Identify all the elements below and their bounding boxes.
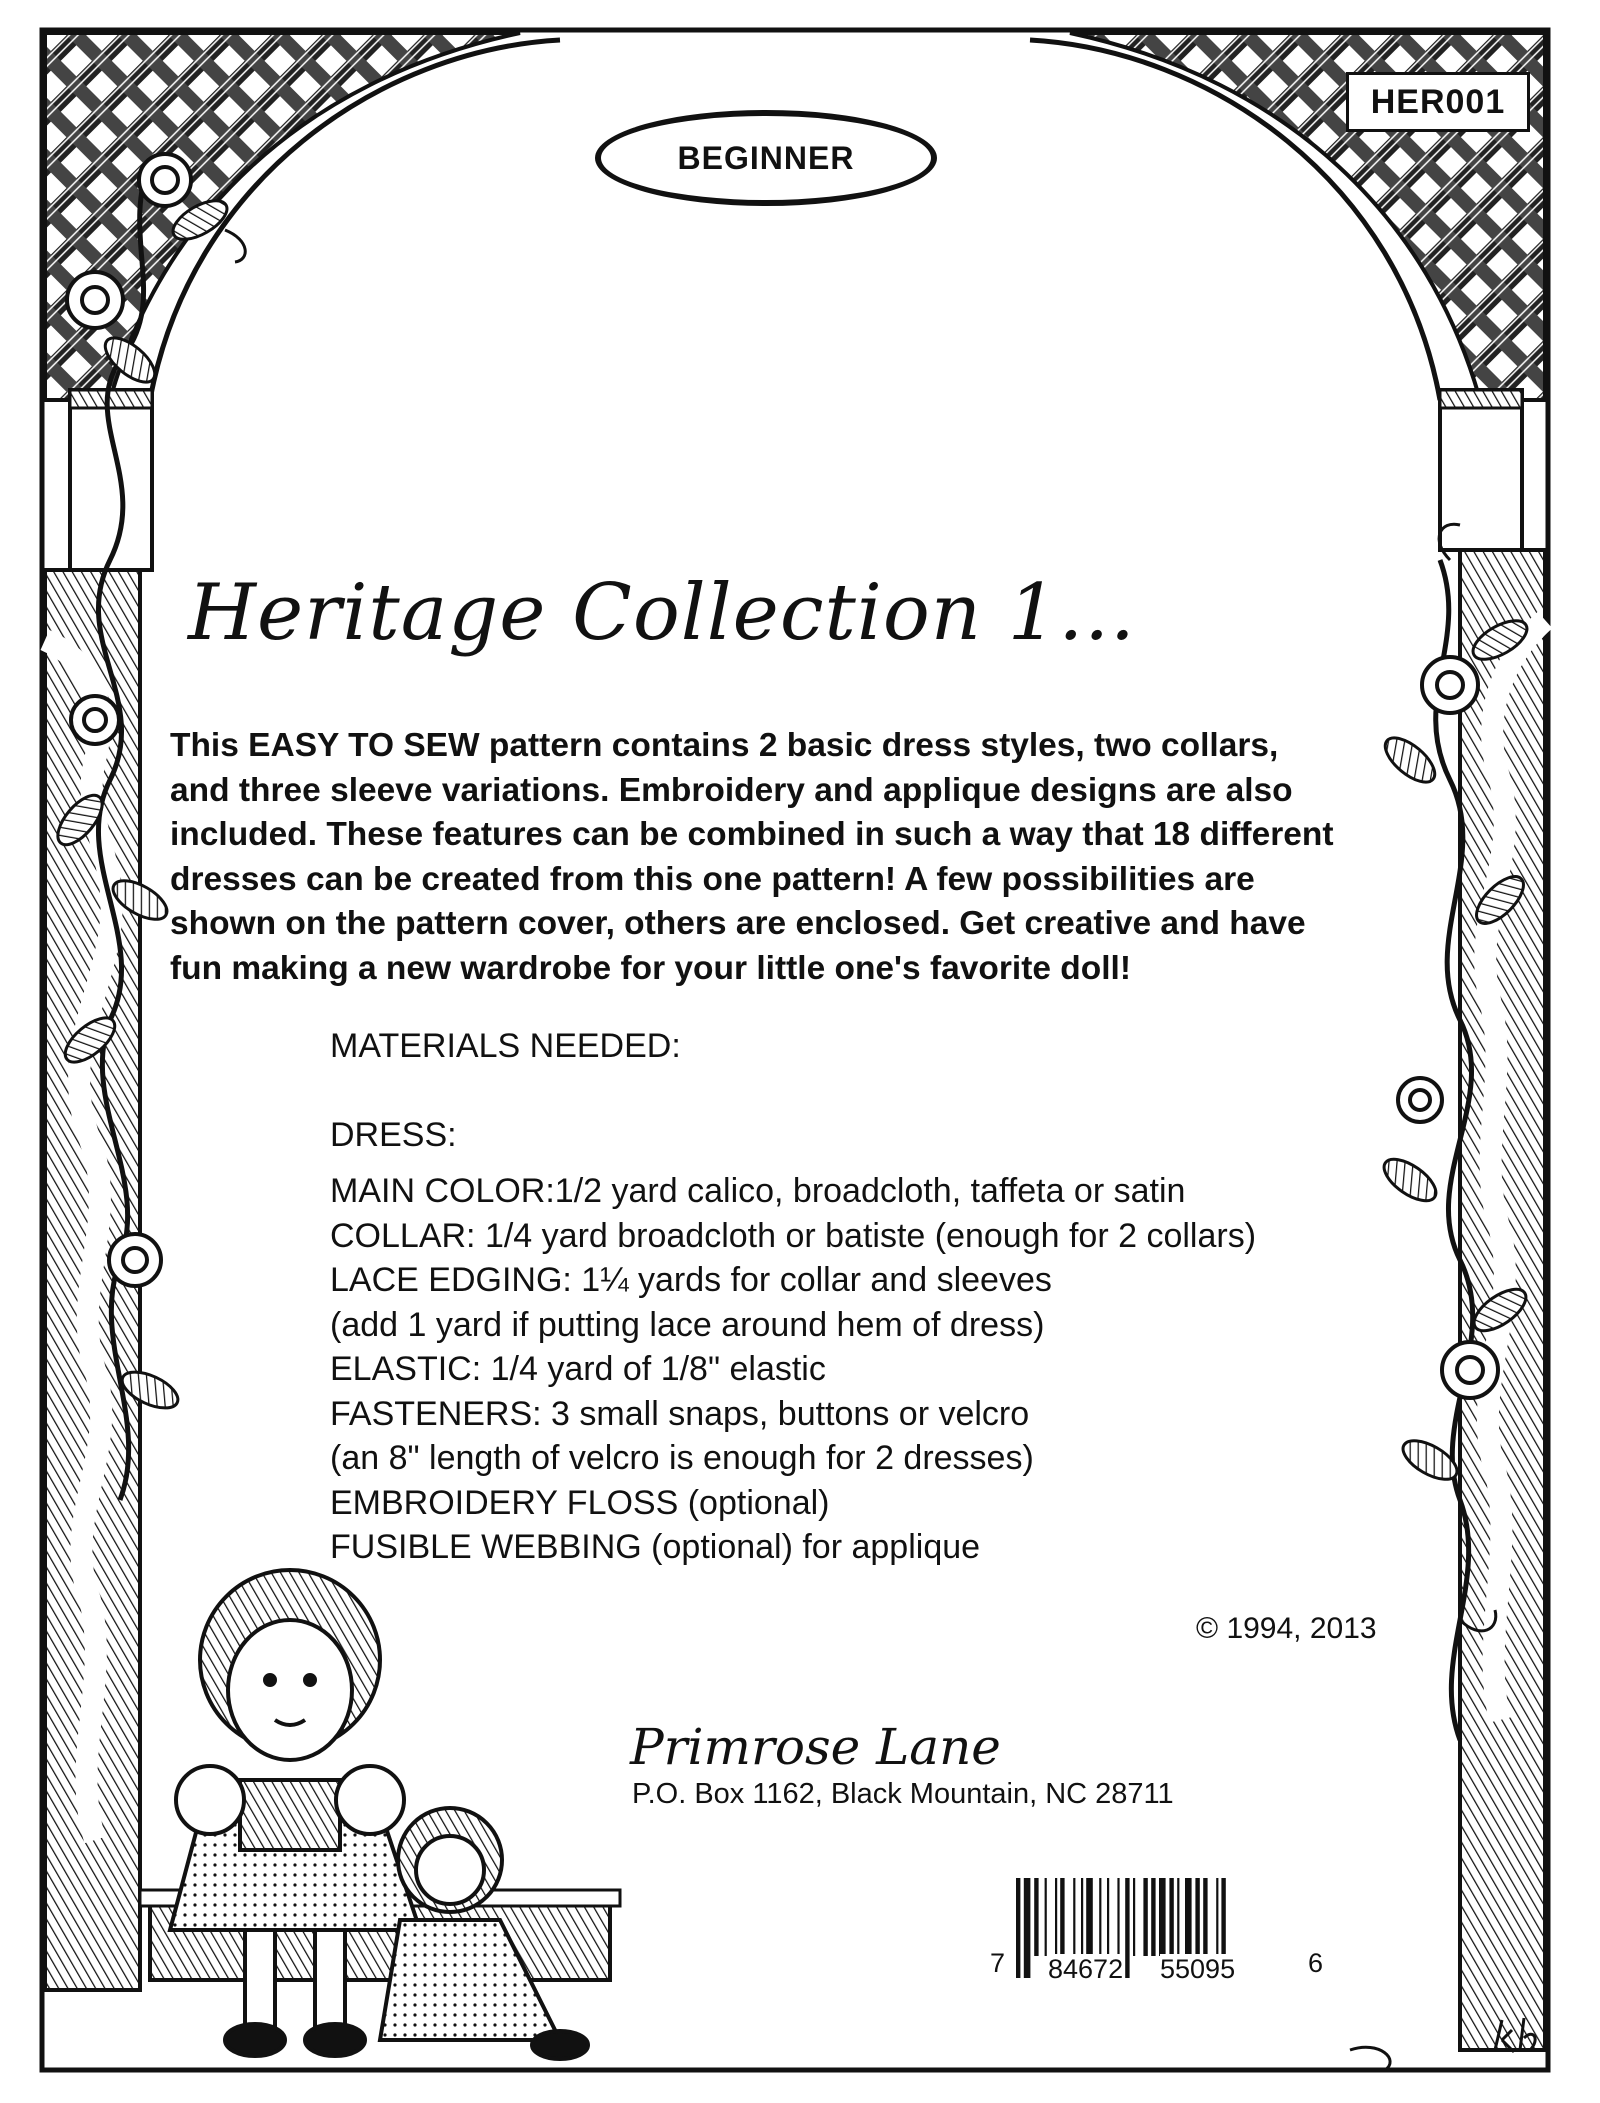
barcode-bar <box>1133 1878 1135 1956</box>
material-item: (add 1 yard if putting lace around hem of dress) <box>330 1305 1045 1344</box>
barcode-check-digit: 6 <box>1308 1948 1324 1978</box>
material-item: EMBROIDERY FLOSS (optional) <box>330 1483 830 1522</box>
barcode-bar <box>1216 1878 1218 1956</box>
publisher-address: P.O. Box 1162, Black Mountain, NC 28711 <box>632 1778 1174 1810</box>
barcode-bar <box>1169 1878 1173 1956</box>
material-item: FUSIBLE WEBBING (optional) for applique <box>330 1528 981 1566</box>
barcode-bar <box>1081 1878 1083 1956</box>
page-title: Heritage Collection 1... <box>188 568 1136 658</box>
barcode-left-group: 84672 <box>1048 1954 1124 1984</box>
publisher-name: Primrose Lane <box>630 1718 1001 1776</box>
description-line: dresses can be created from this one pattern! A few possibilities are <box>170 860 1255 898</box>
barcode-bar <box>1143 1878 1147 1956</box>
barcode-bar <box>1086 1878 1093 1956</box>
barcode-bar <box>1099 1878 1101 1956</box>
description <box>170 724 1470 991</box>
barcode-bar <box>1195 1878 1199 1956</box>
barcode <box>990 1878 1330 1988</box>
description-line: This EASY TO SEW pattern contains 2 basic dress styles, two collars, <box>170 727 1279 764</box>
materials-list <box>330 1024 1480 1570</box>
sitting-girl-illustration <box>170 1570 420 2056</box>
skill-level-badge <box>595 110 937 206</box>
barcode-first-digit: 7 <box>990 1948 1006 1978</box>
barcode-bar <box>1185 1878 1192 1956</box>
barcode-bar <box>1034 1878 1038 1956</box>
description-line: and three sleeve variations. Embroidery and applique designs are also <box>170 771 1293 809</box>
dress-subheading: DRESS: <box>330 1115 457 1154</box>
barcode-bar <box>1159 1878 1166 1956</box>
barcode-bar <box>1024 1878 1031 1978</box>
pattern-code: HER001 <box>1346 72 1530 132</box>
material-item: FASTENERS: 3 small snaps, buttons or velcro <box>330 1394 1030 1433</box>
skill-level-label: BEGINNER <box>677 139 855 176</box>
material-item: COLLAR: 1/4 yard broadcloth or batiste (enough for 2 collars) <box>330 1216 1257 1255</box>
barcode-bar <box>1016 1878 1020 1978</box>
material-item: LACE EDGING: 1¼ yards for collar and sleeves <box>330 1261 1052 1299</box>
barcode-bar <box>1060 1878 1064 1956</box>
barcode-bar <box>1045 1878 1047 1956</box>
material-item: MAIN COLOR:1/2 yard calico, broadcloth, taffeta or satin <box>330 1172 1186 1210</box>
barcode-bar <box>1177 1878 1179 1956</box>
barcode-right-group: 55095 <box>1160 1954 1236 1984</box>
copyright-notice: © 1994, 2013 <box>1196 1612 1377 1645</box>
barcode-bar <box>1107 1878 1109 1956</box>
artist-signature <box>1490 2010 1550 2060</box>
description-line: shown on the pattern cover, others are enclosed. Get creative and have <box>170 905 1306 942</box>
barcode-bar <box>1151 1878 1155 1956</box>
materials-heading: MATERIALS NEEDED: <box>330 1027 681 1065</box>
barcode-bar <box>1203 1878 1207 1956</box>
barcode-bar <box>1117 1878 1119 1956</box>
barcode-bar <box>1055 1878 1057 1956</box>
material-item: ELASTIC: 1/4 yard of 1/8" elastic <box>330 1350 826 1388</box>
barcode-bar <box>1073 1878 1075 1956</box>
barcode-bar <box>1125 1878 1129 1978</box>
description-line: included. These features can be combined in such a way that 18 different <box>170 816 1334 853</box>
material-item: (an 8" length of velcro is enough for 2 dresses) <box>330 1439 1034 1477</box>
description-line: fun making a new wardrobe for your little one's favorite doll! <box>170 949 1131 987</box>
